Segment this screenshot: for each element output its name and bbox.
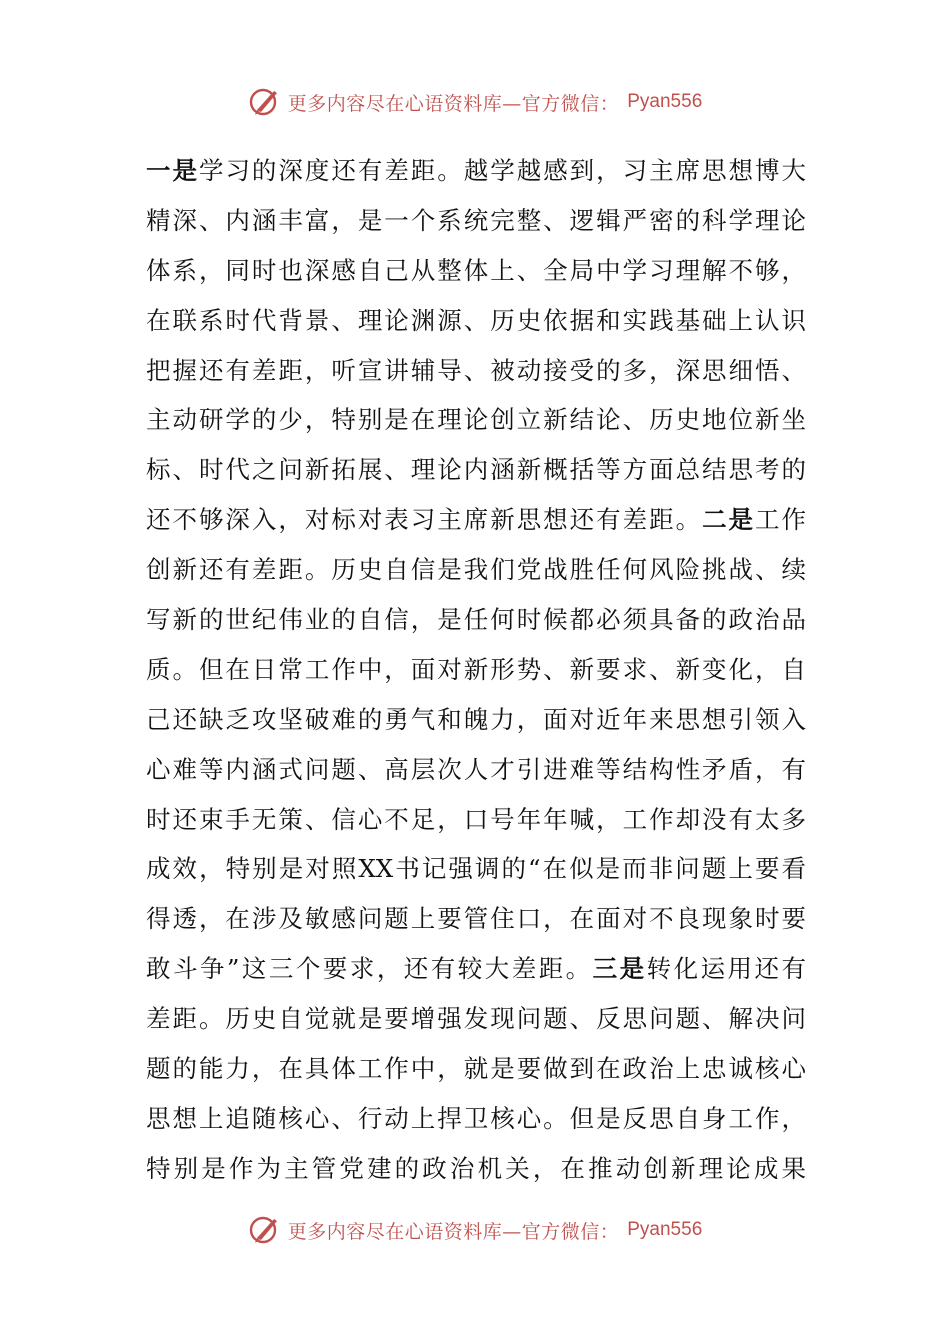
- text-line: [146, 944, 806, 994]
- text-segment: 特别是作为主管党建的政治机关，在推动创新理论成果: [146, 1153, 806, 1183]
- text-segment: 还不够深入，对标对表习主席新思想还有差距。: [146, 505, 703, 535]
- header-watermark: [0, 82, 950, 122]
- text-segment: 成效，特别是对照XX书记强调的“在似是而非问题上要看: [146, 854, 806, 884]
- text-segment: 工作: [755, 505, 806, 535]
- text-line: [146, 595, 806, 645]
- text-line: [146, 395, 806, 445]
- bold-lead-phrase: 二是: [702, 505, 756, 535]
- text-line: [146, 795, 806, 845]
- text-line: [146, 1144, 806, 1194]
- text-line: [146, 894, 806, 944]
- text-line: [146, 1044, 806, 1094]
- text-segment: 学习的深度还有差距。越学越感到，习主席思想博大: [198, 156, 806, 185]
- text-line: [146, 246, 806, 296]
- watermark-account: Pyan556: [627, 1219, 703, 1240]
- text-line: [146, 196, 806, 246]
- text-line: [146, 844, 806, 894]
- watermark-account: Pyan556: [627, 91, 703, 112]
- text-segment: 己还缺乏攻坚破难的勇气和魄力，面对近年来思想引领入: [146, 704, 806, 734]
- text-line: [146, 1094, 806, 1144]
- watermark-text: 更多内容尽在心语资料库—官方微信：: [287, 92, 620, 115]
- watermark-text: 更多内容尽在心语资料库—官方微信：: [287, 1220, 620, 1243]
- text-segment: 体系，同时也深感自己从整体上、全局中学习理解不够，: [146, 255, 806, 285]
- text-line: [146, 645, 806, 695]
- text-line: [146, 745, 806, 795]
- text-segment: 创新还有差距。历史自信是我们党战胜任何风险挑战、续: [146, 555, 806, 585]
- text-segment: 题的能力，在具体工作中，就是要做到在政治上忠诚核心: [146, 1054, 806, 1084]
- footer-watermark: [0, 1210, 950, 1250]
- text-line: [146, 695, 806, 745]
- text-segment: 心难等内涵式问题、高层次人才引进难等结构性矛盾，有: [146, 754, 806, 784]
- text-segment: 转化运用还有: [646, 954, 806, 984]
- text-line: [146, 495, 806, 545]
- quill-logo-icon: [248, 1213, 282, 1247]
- text-segment: 敢斗争”这三个要求，还有较大差距。: [146, 954, 593, 984]
- text-line: [146, 994, 806, 1044]
- text-segment: 时还束手无策、信心不足，口号年年喊，工作却没有太多: [146, 804, 806, 834]
- text-segment: 质。但在日常工作中，面对新形势、新要求、新变化，自: [146, 654, 806, 684]
- text-line: [146, 445, 806, 495]
- text-segment: 差距。历史自觉就是要增强发现问题、反思问题、解决问: [146, 1004, 806, 1034]
- document-body: [146, 146, 806, 1194]
- text-segment: 写新的世纪伟业的自信，是任何时候都必须具备的政治品: [146, 605, 806, 635]
- text-segment: 标、时代之问新拓展、理论内涵新概括等方面总结思考的: [146, 455, 806, 485]
- text-line: [146, 545, 806, 595]
- quill-logo-icon: [248, 85, 282, 119]
- bold-lead-phrase: 一是: [146, 156, 199, 185]
- text-segment: 精深、内涵丰富，是一个系统完整、逻辑严密的科学理论: [146, 205, 806, 235]
- text-segment: 在联系时代背景、理论渊源、历史依据和实践基础上认识: [146, 305, 806, 335]
- text-segment: 把握还有差距，听宣讲辅导、被动接受的多，深思细悟、: [146, 355, 806, 385]
- text-line: [146, 146, 806, 196]
- text-line: [146, 346, 806, 396]
- bold-lead-phrase: 三是: [592, 954, 647, 984]
- text-line: [146, 296, 806, 346]
- text-segment: 主动研学的少，特别是在理论创立新结论、历史地位新坐: [146, 405, 806, 435]
- text-segment: 思想上追随核心、行动上捍卫核心。但是反思自身工作，: [146, 1103, 806, 1133]
- text-segment: 得透，在涉及敏感问题上要管住口，在面对不良现象时要: [146, 904, 806, 934]
